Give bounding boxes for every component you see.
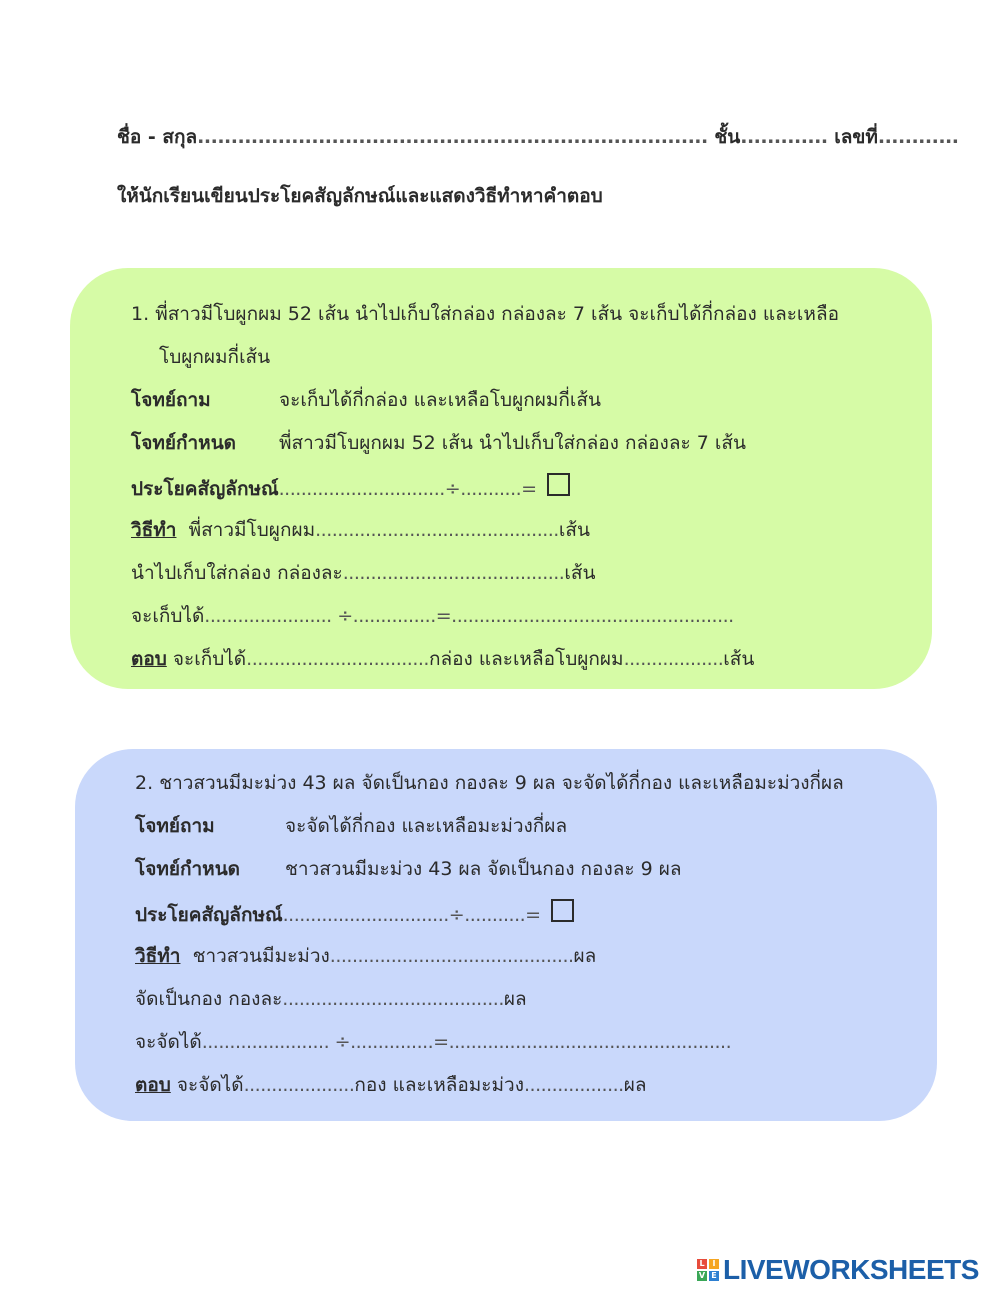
problem1-answer-row xyxy=(131,646,754,672)
name-blank[interactable]: ............................................................................ xyxy=(197,126,708,148)
logo-block: V xyxy=(698,1271,706,1280)
problem2-answer-text1: จะจัดได้ xyxy=(176,1074,244,1096)
problem2-step2-row xyxy=(135,986,527,1012)
problem1-question-line2: โบผูกผมกี่เส้น xyxy=(159,346,271,368)
problem2-number: 2. xyxy=(135,772,154,794)
name-label: ชื่อ - สกุล xyxy=(117,126,198,148)
problem1-asked-text: จะเก็บได้กี่กล่อง และเหลือโบผูกผมกี่เส้น xyxy=(279,389,601,411)
problem2-step3-text: จะจัดได้ xyxy=(135,1031,202,1053)
name-line xyxy=(117,124,959,150)
problem1-step3-blank[interactable]: ....................... ÷...............=................................................... xyxy=(204,605,734,627)
problem1-step2-row xyxy=(131,560,595,586)
number-blank[interactable]: ............ xyxy=(877,126,959,148)
problem2-given-text: ชาวสวนมีมะม่วง 43 ผล จัดเป็นกอง กองละ 9 ผล xyxy=(285,858,682,880)
logo-blocks-icon xyxy=(697,1259,719,1281)
problem1-given-text: พี่สาวมีโบผูกผม 52 เส้น นำไปเก็บใส่กล่อง กล่องละ 7 เส้น xyxy=(279,432,746,454)
problem2-answer-label: ตอบ xyxy=(135,1074,171,1096)
problem1-answer-unit: เส้น xyxy=(723,648,755,670)
problem1-step2-blank[interactable]: ........................................ xyxy=(342,562,565,584)
problem2-method-label: วิธีทำ xyxy=(135,945,181,967)
problem2-question-line1 xyxy=(135,770,844,796)
logo-text: LIVEWORKSHEETS xyxy=(723,1254,979,1285)
number-label: เลขที่ xyxy=(834,126,878,148)
problem2-asked-label: โจทย์ถาม xyxy=(135,815,215,837)
problem2-given-label: โจทย์กำหนด xyxy=(135,858,241,880)
problem2-answer-blank1[interactable]: .................... xyxy=(243,1074,355,1096)
problem1-question-line1 xyxy=(131,301,839,327)
problem2-sentence-blank[interactable]: ..............................÷...........= xyxy=(282,904,541,926)
instruction: ให้นักเรียนเขียนประโยคสัญลักษณ์และแสดงวิธีทำหาคำตอบ xyxy=(117,185,603,207)
problem2-sentence-label: ประโยคสัญลักษณ์ xyxy=(135,904,283,926)
class-blank[interactable]: ............. xyxy=(740,126,828,148)
problem2-method-unit: ผล xyxy=(573,945,597,967)
problem1-method-unit: เส้น xyxy=(558,519,590,541)
problem1-step3-row xyxy=(131,603,734,629)
logo-block: E xyxy=(709,1271,719,1281)
problem1-given-row xyxy=(131,430,746,456)
problem1-method-label: วิธีทำ xyxy=(131,519,177,541)
problem2-answer-text2: กอง และเหลือมะม่วง xyxy=(354,1074,524,1096)
problem2-method-row xyxy=(135,943,596,969)
problem1-answer-text1: จะเก็บได้ xyxy=(172,648,247,670)
problem1-asked-row xyxy=(131,387,601,413)
problem1-answer-blank1[interactable]: ................................. xyxy=(246,648,429,670)
problem1-question-text: พี่สาวมีโบผูกผม 52 เส้น นำไปเก็บใส่กล่อง กล่องละ 7 เส้น จะเก็บได้กี่กล่อง และเหลือ xyxy=(155,303,839,325)
problem1-asked-label: โจทย์ถาม xyxy=(131,389,211,411)
problem1-sentence-blank[interactable]: ..............................÷...........= xyxy=(278,478,537,500)
problem2-asked-text: จะจัดได้กี่กอง และเหลือมะม่วงกี่ผล xyxy=(285,815,568,837)
problem2-answer-blank2[interactable]: .................. xyxy=(523,1074,624,1096)
problem1-sentence-row xyxy=(131,473,570,502)
problem2-answer-unit: ผล xyxy=(623,1074,647,1096)
logo-block: L xyxy=(697,1259,707,1269)
problem1-given-label: โจทย์กำหนด xyxy=(131,432,237,454)
problem2-step2-blank[interactable]: ........................................ xyxy=(282,988,504,1010)
problem2-given-row xyxy=(135,856,682,882)
problem2-step2-text: จัดเป็นกอง กองละ xyxy=(135,988,283,1010)
problem1-number: 1. xyxy=(131,303,150,325)
problem1-step3-text: จะเก็บได้ xyxy=(131,605,205,627)
problem2-question-text: ชาวสวนมีมะม่วง 43 ผล จัดเป็นกอง กองละ 9 ผล จะจัดได้กี่กอง และเหลือมะม่วงกี่ผล xyxy=(159,772,844,794)
problem2-step3-row xyxy=(135,1029,731,1055)
problem1-answer-text2: กล่อง และเหลือโบผูกผม xyxy=(428,648,624,670)
problem1-method-row xyxy=(131,517,590,543)
answer-box-icon[interactable] xyxy=(547,473,570,496)
problem2-method-blank[interactable]: ............................................ xyxy=(329,945,574,967)
answer-box-icon[interactable] xyxy=(551,899,574,922)
problem2-step3-blank[interactable]: ....................... ÷...............=................................................... xyxy=(201,1031,732,1053)
problem2-panel xyxy=(75,749,937,1121)
problem2-method-text: ชาวสวนมีมะม่วง xyxy=(192,945,330,967)
problem2-step2-unit: ผล xyxy=(503,988,527,1010)
problem1-answer-label: ตอบ xyxy=(131,648,167,670)
problem2-answer-row xyxy=(135,1072,646,1098)
problem1-step2-unit: เส้น xyxy=(564,562,596,584)
problem2-sentence-row xyxy=(135,899,574,928)
liveworksheets-logo[interactable] xyxy=(697,1255,979,1285)
logo-block: I xyxy=(709,1259,719,1269)
problem1-sentence-label: ประโยคสัญลักษณ์ xyxy=(131,478,279,500)
class-label: ชั้น xyxy=(714,126,741,148)
problem1-method-text: พี่สาวมีโบผูกผม xyxy=(188,519,316,541)
problem1-answer-blank2[interactable]: .................. xyxy=(623,648,724,670)
problem2-asked-row xyxy=(135,813,567,839)
problem1-step2-text: นำไปเก็บใส่กล่อง กล่องละ xyxy=(131,562,343,584)
problem1-method-blank[interactable]: ............................................ xyxy=(315,519,559,541)
